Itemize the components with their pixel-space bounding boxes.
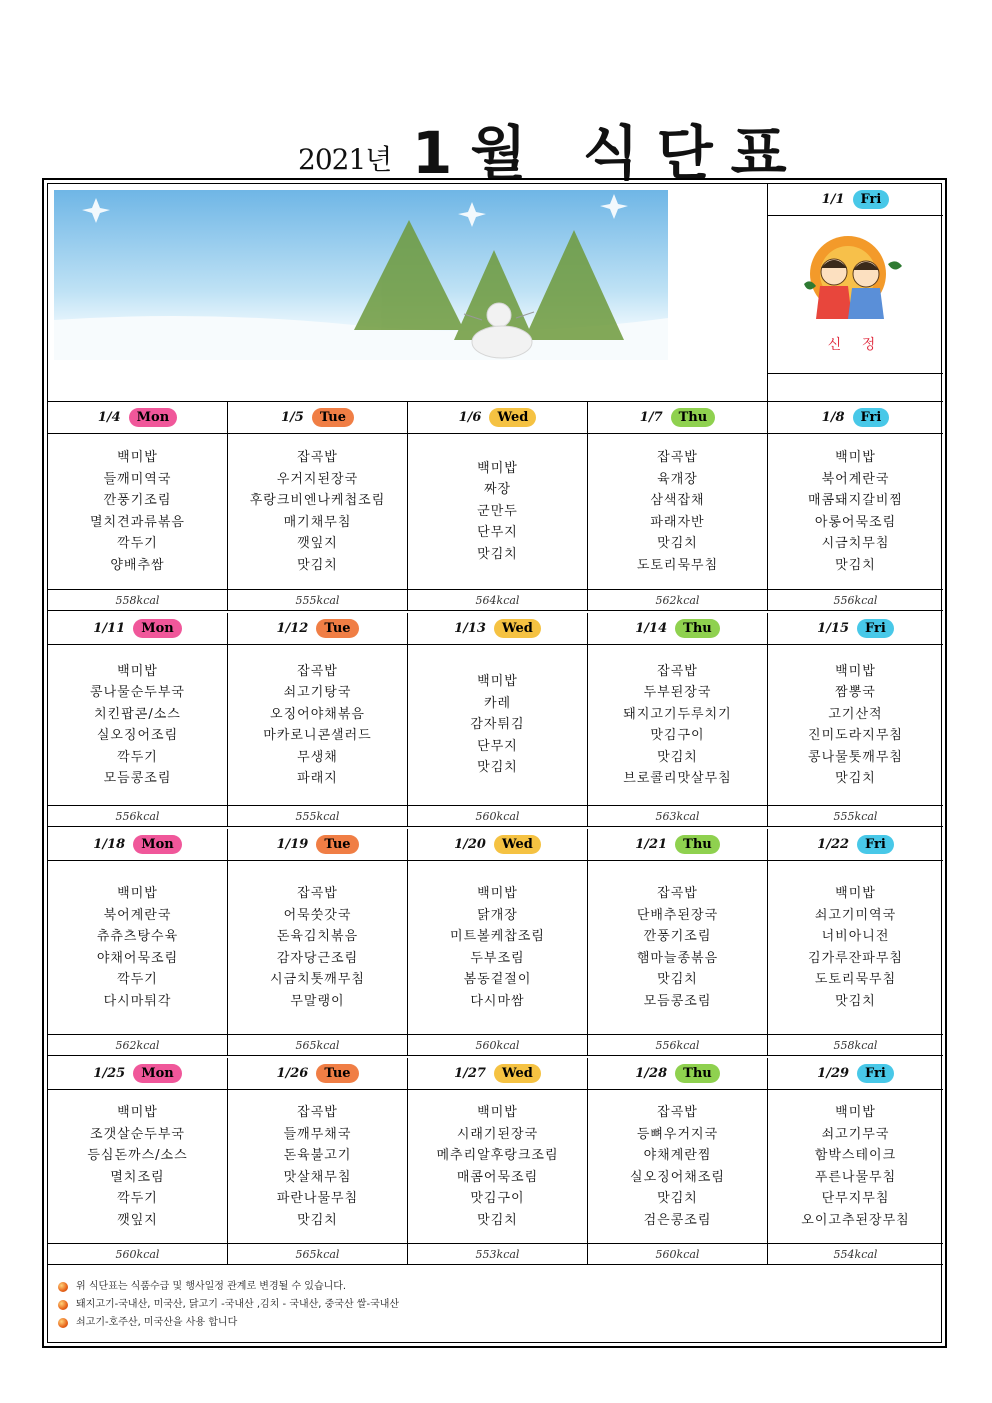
- menu-item: 브로콜리맛살무침: [623, 771, 732, 786]
- day-date: 1/21: [635, 837, 668, 852]
- menu-item: 맛김치: [835, 993, 876, 1009]
- day-kcal: 562kcal: [48, 1035, 228, 1056]
- menu-item: 단배추된장국: [636, 907, 719, 923]
- day-header: [768, 1058, 943, 1090]
- menu-item: 깍두기: [117, 749, 158, 765]
- winter-banner: [48, 184, 768, 402]
- menu-item: 백미밥: [477, 886, 518, 901]
- menu-item: 모듬콩조림: [103, 771, 172, 786]
- menu-item: 잡곡밥: [297, 886, 338, 901]
- day-kcal: 558kcal: [768, 1035, 943, 1056]
- day-menu: [48, 434, 228, 590]
- menu-item: 감자튀김: [470, 717, 525, 733]
- day-kcal: 564kcal: [408, 590, 588, 611]
- menu-item: 파래자반: [650, 514, 705, 530]
- day-header: [588, 1058, 768, 1090]
- menu-item: 맛김구이: [650, 728, 705, 743]
- weekday-badge: Thu: [675, 619, 720, 638]
- menu-item: 백미밥: [835, 1105, 876, 1120]
- menu-item: 육개장: [657, 471, 698, 487]
- day-kcal: 556kcal: [48, 806, 228, 827]
- menu-item: 쇠고기탕국: [283, 685, 352, 700]
- menu-item: 두부조림: [470, 950, 525, 966]
- menu-item: 들깨미역국: [103, 471, 172, 487]
- day-menu: [408, 861, 588, 1035]
- day-date: 1/27: [454, 1066, 486, 1081]
- menu-item: 두부된장국: [643, 685, 712, 700]
- day-menu: [48, 861, 228, 1035]
- menu-item: 백미밥: [835, 450, 876, 465]
- holiday-day-badge: Fri: [853, 190, 890, 209]
- menu-item: 무생채: [297, 749, 338, 765]
- weekday-badge: Fri: [853, 408, 890, 427]
- day-header: [588, 613, 768, 645]
- menu-item: 푸른나물무침: [814, 1169, 897, 1185]
- menu-item: 삼색잡채: [650, 493, 705, 508]
- menu-item: 오이고추된장무침: [801, 1212, 910, 1228]
- menu-item: 시금치톳깨무침: [270, 972, 365, 987]
- day-date: 1/14: [635, 621, 668, 636]
- menu-item: 깍두기: [117, 972, 158, 987]
- menu-item: 파래지: [297, 771, 338, 786]
- menu-item: 맛김치: [477, 546, 518, 562]
- holiday-header: [768, 184, 943, 216]
- orange-bullet-icon: [58, 1300, 68, 1310]
- day-header: [48, 1058, 228, 1090]
- weekday-badge: Tue: [316, 619, 358, 638]
- day-kcal: 560kcal: [588, 1244, 768, 1265]
- weekday-badge: Wed: [494, 619, 541, 638]
- menu-item: 맛김구이: [470, 1191, 525, 1206]
- weekday-badge: Tue: [316, 1064, 358, 1083]
- note-item: 돼지고기-국내산, 미국산, 닭고기 -국내산 ,김치 - 국내산, 중국산 쌀-국내산: [58, 1296, 933, 1314]
- menu-item: 들깨무채국: [283, 1126, 352, 1142]
- day-menu: [408, 1090, 588, 1244]
- day-menu: [48, 645, 228, 806]
- day-date: 1/22: [817, 837, 850, 852]
- day-kcal: 556kcal: [768, 590, 943, 611]
- day-date: 1/13: [454, 621, 486, 636]
- day-kcal: 565kcal: [228, 1035, 408, 1056]
- menu-item: 잡곡밥: [297, 1105, 338, 1120]
- day-menu: [408, 434, 588, 590]
- menu-item: 봄동겉절이: [463, 972, 532, 987]
- day-header: [408, 613, 588, 645]
- menu-item: 군만두: [477, 503, 518, 519]
- day-menu: [768, 434, 943, 590]
- day-date: 1/20: [454, 837, 486, 852]
- menu-item: 맛김치: [477, 760, 518, 776]
- day-kcal: 560kcal: [408, 806, 588, 827]
- weekday-badge: Thu: [675, 835, 720, 854]
- weekday-badge: Fri: [857, 1064, 894, 1083]
- day-menu: [588, 1090, 768, 1244]
- weekday-badge: Wed: [494, 1064, 541, 1083]
- day-header: [408, 829, 588, 861]
- menu-item: 조갯살순두부국: [90, 1126, 185, 1142]
- menu-item: 양배추쌈: [110, 557, 165, 573]
- day-kcal: 562kcal: [588, 590, 768, 611]
- weekday-badge: Mon: [133, 1064, 182, 1083]
- day-kcal: 563kcal: [588, 806, 768, 827]
- day-menu: [228, 1090, 408, 1244]
- menu-item: 어묵쑷갓국: [283, 907, 352, 923]
- holiday-cell: [768, 216, 943, 374]
- day-kcal: 555kcal: [768, 806, 943, 827]
- day-menu: [768, 1090, 943, 1244]
- day-date: 1/18: [93, 837, 126, 852]
- menu-item: 맛김치: [835, 557, 876, 573]
- day-menu: [228, 645, 408, 806]
- menu-item: 고기산적: [828, 706, 883, 722]
- menu-item: 아롱어묵조림: [814, 514, 897, 530]
- day-date: 1/5: [280, 410, 304, 425]
- menu-item: 무말랭이: [290, 993, 345, 1009]
- day-kcal: 553kcal: [408, 1244, 588, 1265]
- menu-item: 우거지된장국: [276, 471, 359, 487]
- day-date: 1/25: [93, 1066, 126, 1081]
- day-kcal: 555kcal: [228, 590, 408, 611]
- menu-item: 다시마튀각: [103, 993, 172, 1009]
- day-menu: [48, 1090, 228, 1244]
- menu-item: 쇠고기무국: [821, 1126, 890, 1142]
- menu-item: 닭개장: [477, 907, 518, 923]
- menu-item: 단무지: [477, 738, 518, 754]
- day-header: [588, 402, 768, 434]
- menu-item: 야채어묵조림: [96, 950, 179, 966]
- day-kcal: 560kcal: [408, 1035, 588, 1056]
- menu-item: 단무지: [477, 525, 518, 541]
- day-menu: [228, 434, 408, 590]
- menu-item: 야채계란찜: [643, 1148, 712, 1163]
- note-item: 위 식단표는 식품수급 및 행사일정 관계로 변경될 수 있습니다.: [58, 1278, 933, 1296]
- day-date: 1/15: [817, 621, 850, 636]
- menu-item: 백미밥: [477, 1105, 518, 1120]
- winter-illustration: [54, 190, 668, 360]
- day-date: 1/28: [635, 1066, 668, 1081]
- holiday-date: 1/1: [821, 192, 845, 207]
- menu-item: 돼지고기두루치기: [623, 706, 732, 722]
- day-header: [228, 402, 408, 434]
- day-date: 1/7: [639, 410, 663, 425]
- menu-item: 잡곡밥: [297, 450, 338, 465]
- menu-item: 도토리묵무침: [636, 557, 719, 573]
- notes: [48, 1270, 943, 1344]
- menu-item: 맛김치: [657, 536, 698, 551]
- weekday-badge: Mon: [129, 408, 178, 427]
- menu-item: 잡곡밥: [657, 1105, 698, 1120]
- menu-item: 맛김치: [657, 972, 698, 987]
- menu-item: 너비아니전: [821, 929, 890, 944]
- menu-item: 잡곡밥: [657, 450, 698, 465]
- menu-item: 실오징어채조림: [630, 1169, 725, 1185]
- day-date: 1/4: [97, 410, 121, 425]
- menu-item: 돈육불고기: [283, 1148, 352, 1163]
- menu-item: 시래기된장국: [456, 1126, 539, 1142]
- menu-item: 오징어야채볶음: [270, 706, 365, 722]
- menu-item: 잡곡밥: [657, 886, 698, 901]
- menu-item: 맛김치: [297, 1212, 338, 1228]
- weekday-badge: Tue: [316, 835, 358, 854]
- day-header: [408, 1058, 588, 1090]
- menu-item: 마카로니콘샐러드: [263, 728, 372, 743]
- menu-item: 카레: [483, 695, 512, 711]
- menu-item: 멸치견과류볶음: [90, 514, 185, 530]
- menu-item: 함박스테이크: [814, 1148, 897, 1163]
- menu-item: 감자당근조림: [276, 950, 359, 966]
- day-header: [48, 829, 228, 861]
- day-kcal: 556kcal: [588, 1035, 768, 1056]
- menu-item: 깐풍기조림: [103, 493, 172, 508]
- weekday-badge: Thu: [675, 1064, 720, 1083]
- menu-item: 깍두기: [117, 1191, 158, 1206]
- menu-item: 단무지무침: [821, 1191, 890, 1206]
- menu-item: 모듬콩조림: [643, 993, 712, 1009]
- menu-item: 맛김치: [657, 749, 698, 765]
- menu-item: 멸치조림: [110, 1169, 165, 1185]
- menu-item: 파란나물무침: [276, 1191, 359, 1206]
- day-kcal: 560kcal: [48, 1244, 228, 1265]
- menu-item: 짜장: [483, 482, 512, 498]
- orange-bullet-icon: [58, 1318, 68, 1328]
- title-year: 2021년: [298, 143, 392, 176]
- day-menu: [588, 434, 768, 590]
- day-kcal: 565kcal: [228, 1244, 408, 1265]
- menu-item: 도토리묵무침: [814, 972, 897, 987]
- day-date: 1/6: [458, 410, 482, 425]
- day-header: [228, 613, 408, 645]
- day-kcal: 554kcal: [768, 1244, 943, 1265]
- title-main: 1월 식단표: [412, 119, 805, 187]
- menu-item: 햄마늘종볶음: [636, 950, 719, 966]
- note-item: 쇠고기-호주산, 미국산을 사용 합니다: [58, 1314, 933, 1332]
- menu-item: 매콤돼지갈비찜: [808, 493, 903, 508]
- new-year-couple-icon: [768, 224, 943, 334]
- day-kcal: 555kcal: [228, 806, 408, 827]
- menu-item: 맛살채무침: [283, 1169, 352, 1185]
- weekday-badge: Tue: [312, 408, 354, 427]
- menu-item: 잡곡밥: [657, 663, 698, 679]
- day-header: [588, 829, 768, 861]
- menu-item: 등뼈우거지국: [636, 1126, 719, 1142]
- menu-item: 맛김치: [835, 771, 876, 786]
- menu-item: 백미밥: [477, 460, 518, 476]
- day-date: 1/29: [817, 1066, 850, 1081]
- menu-item: 실오징어조림: [96, 728, 179, 743]
- weekday-badge: Mon: [133, 619, 182, 638]
- menu-item: 맛김치: [657, 1191, 698, 1206]
- menu-item: 후랑크비엔나케첩조림: [249, 493, 386, 508]
- menu-item: 쇠고기미역국: [814, 907, 897, 923]
- menu-item: 북어계란국: [103, 907, 172, 923]
- menu-item: 맛김치: [477, 1212, 518, 1228]
- menu-item: 백미밥: [835, 886, 876, 901]
- day-menu: [588, 645, 768, 806]
- menu-item: 백미밥: [117, 450, 158, 465]
- menu-item: 콩나물톳깨무침: [808, 749, 903, 765]
- menu-item: 맛김치: [297, 557, 338, 573]
- day-kcal: 558kcal: [48, 590, 228, 611]
- weekday-badge: Wed: [494, 835, 541, 854]
- menu-table-frame: [42, 178, 947, 1348]
- orange-bullet-icon: [58, 1282, 68, 1292]
- day-menu: [768, 861, 943, 1035]
- menu-item: 콩나물순두부국: [90, 685, 185, 700]
- day-menu: [588, 861, 768, 1035]
- day-date: 1/8: [821, 410, 845, 425]
- menu-item: 깍두기: [117, 536, 158, 551]
- holiday-kcal: [768, 374, 943, 402]
- day-header: [768, 613, 943, 645]
- weekday-badge: Mon: [133, 835, 182, 854]
- menu-item: 진미도라지무침: [808, 728, 903, 743]
- weekday-badge: Fri: [857, 835, 894, 854]
- menu-item: 백미밥: [477, 674, 518, 690]
- menu-item: 츄츄츠탕수육: [96, 929, 179, 944]
- menu-item: 백미밥: [117, 663, 158, 679]
- day-menu: [228, 861, 408, 1035]
- menu-item: 메추리알후랑크조림: [436, 1148, 559, 1163]
- menu-item: 깐풍기조림: [643, 929, 712, 944]
- menu-item: 치킨팝콘/소스: [94, 706, 181, 722]
- day-date: 1/26: [276, 1066, 309, 1081]
- day-date: 1/12: [276, 621, 309, 636]
- day-header: [228, 829, 408, 861]
- menu-item: 등심돈까스/소스: [87, 1148, 188, 1163]
- menu-item: 깻잎지: [117, 1212, 158, 1228]
- weekday-badge: Fri: [857, 619, 894, 638]
- day-header: [768, 402, 943, 434]
- menu-table: [47, 183, 942, 1343]
- day-header: [48, 613, 228, 645]
- day-date: 1/19: [276, 837, 309, 852]
- menu-item: 백미밥: [117, 886, 158, 901]
- day-header: [228, 1058, 408, 1090]
- menu-item: 다시마쌈: [470, 993, 525, 1009]
- day-header: [48, 402, 228, 434]
- page-title: [0, 100, 992, 187]
- day-header: [408, 402, 588, 434]
- menu-item: 백미밥: [835, 663, 876, 679]
- menu-item: 북어계란국: [821, 471, 890, 487]
- weekday-badge: Wed: [489, 408, 536, 427]
- holiday-name: 신 정: [827, 337, 884, 353]
- day-menu: [408, 645, 588, 806]
- menu-item: 백미밥: [117, 1105, 158, 1120]
- weekday-badge: Thu: [671, 408, 716, 427]
- menu-item: 매기채무침: [283, 514, 352, 530]
- menu-item: 짬뽕국: [835, 685, 876, 700]
- menu-item: 검은콩조림: [643, 1212, 712, 1228]
- menu-item: 깻잎지: [297, 536, 338, 551]
- menu-item: 잡곡밥: [297, 663, 338, 679]
- day-date: 1/11: [93, 621, 126, 636]
- day-header: [768, 829, 943, 861]
- menu-item: 매콤어묵조림: [456, 1169, 539, 1185]
- menu-item: 김가루잔파무침: [808, 950, 903, 966]
- menu-item: 미트볼케찹조림: [450, 929, 545, 944]
- menu-item: 시금치무침: [821, 536, 890, 551]
- day-menu: [768, 645, 943, 806]
- menu-item: 돈육김치볶음: [276, 929, 359, 944]
